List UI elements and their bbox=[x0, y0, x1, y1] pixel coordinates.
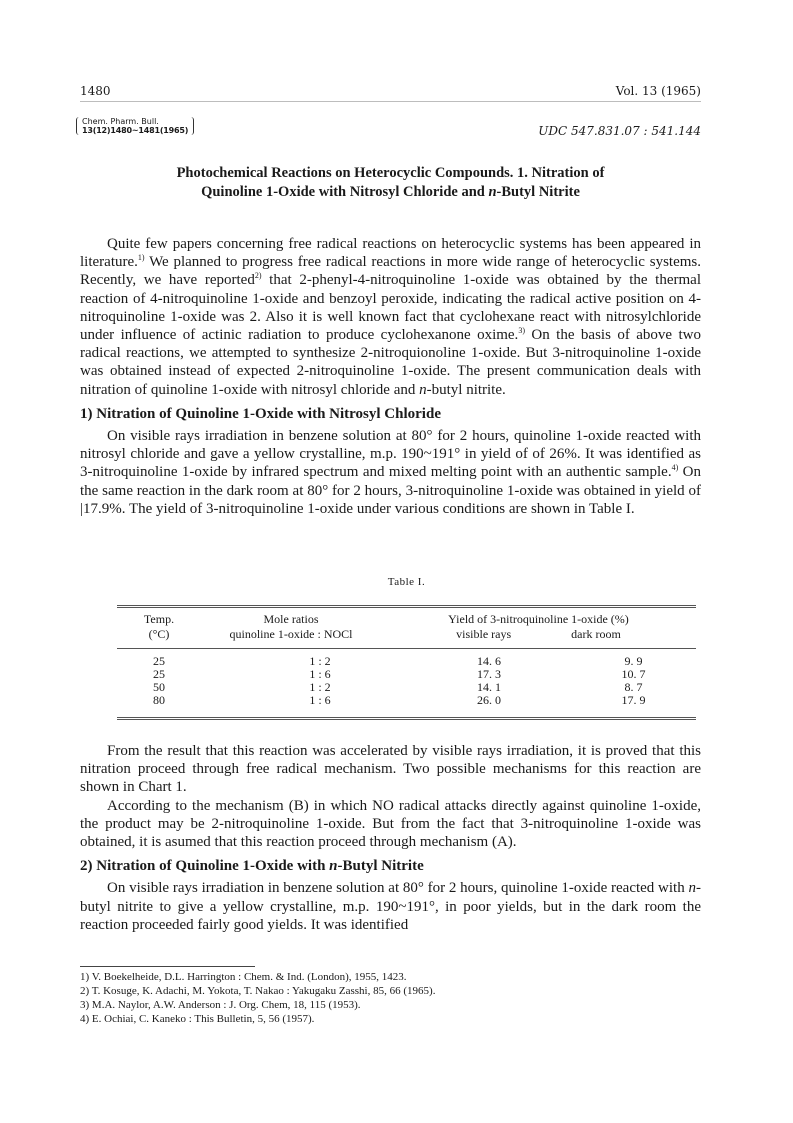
title-text: Quinoline 1-Oxide with Nitrosyl Chloride and bbox=[201, 184, 489, 200]
table-body bbox=[117, 649, 696, 717]
table-1 bbox=[117, 576, 696, 720]
section-1-text: On visible rays irradiation in benzene solution at 80° for 2 hours, quinoline 1-oxide reacted with nitrosyl chloride and gave a yellow crystalline, m.p. 190~191° in yield of of 26%. It was identified as 3-nitroquinoline 1-oxide by infrared spectrum and mixed melting point with an authentic sample. bbox=[80, 428, 701, 481]
cell-temp: 80 bbox=[153, 693, 165, 707]
footnote: 1) V. Boekelheide, D.L. Harrington : Chem. & Ind. (London), 1955, 1423. bbox=[80, 971, 407, 983]
cell-ratio: 1 : 6 bbox=[309, 667, 331, 681]
cell-ratio: 1 : 6 bbox=[309, 693, 331, 707]
body-upper bbox=[80, 235, 701, 518]
section-2-heading bbox=[80, 857, 701, 875]
header-rule bbox=[80, 101, 701, 102]
ref-marker: 3) bbox=[518, 326, 525, 336]
ref-marker: 4) bbox=[671, 463, 679, 473]
cell-dark: 10. 7 bbox=[621, 667, 646, 681]
section-2-paragraph bbox=[80, 879, 701, 934]
section-1-text: On the same reaction in the dark room at 80° for 2 hours, 3-nitroquinoline 1-oxide was obtained in yield of |17.9%. The yield of 3-nitroquinoline 1-oxide under various conditions are shown in Table I. bbox=[80, 464, 701, 517]
running-head bbox=[80, 84, 701, 100]
journal-citation bbox=[76, 117, 194, 135]
cell-temp: 25 bbox=[153, 667, 165, 681]
cell-ratio: 1 : 2 bbox=[309, 654, 331, 668]
table-caption: Table I. bbox=[387, 576, 426, 588]
section-1-paragraph bbox=[80, 427, 701, 518]
footnote: 2) T. Kosuge, K. Adachi, M. Yokota, T. Nakao : Yakugaku Zasshi, 85, 66 (1965). bbox=[80, 985, 436, 997]
paragraph: From the result that this reaction was accelerated by visible rays irradiation, it is proved that this nitration proceed through free radical mechanism. Two possible mechanisms for this reaction are shown in Chart 1. bbox=[80, 743, 701, 796]
heading-text: 2) Nitration of Quinoline 1-Oxide with bbox=[80, 858, 330, 875]
intro-text: Quite few papers concerning free radical reactions on heterocyclic systems has been appeared in literature. bbox=[80, 236, 701, 271]
section-2-text: -butyl nitrite to give a yellow crystalline, m.p. 190~191°, in poor yields, but in the dark room the reaction proceeded fairly good yields. It was identified bbox=[80, 880, 701, 933]
italic-n: n bbox=[688, 880, 696, 897]
body-lower bbox=[80, 742, 701, 934]
header-mole-sub: quinoline 1-oxide : NOCl bbox=[229, 627, 353, 641]
footnote: 3) M.A. Naylor, A.W. Anderson : J. Org. Chem, 18, 115 (1953). bbox=[80, 999, 361, 1011]
volume-info: Vol. 13 (1965) bbox=[615, 84, 701, 98]
table-bottom-rule bbox=[117, 717, 696, 720]
citation-journal: Chem. Pharm. Bull. bbox=[82, 117, 159, 126]
intro-paragraph bbox=[80, 235, 701, 399]
paragraph: According to the mechanism (B) in which NO radical attacks directly against quinoline 1-oxide, the product may be 2-nitroquinoline 1-oxide. But from the fact that 3-nitroquinoline 1-oxide was obtained, it is asumed that this reaction proceed through mechanism (A). bbox=[80, 797, 701, 851]
header-dark: dark room bbox=[571, 627, 621, 641]
citation-volume-pages: 13(12)1480~1481(1965) bbox=[82, 126, 189, 135]
footnotes bbox=[80, 970, 701, 1026]
cell-temp: 50 bbox=[153, 680, 165, 694]
header-temp-unit: (°C) bbox=[148, 627, 170, 641]
italic-n: n bbox=[419, 381, 427, 398]
intro-text: We planned to progress free radical reactions in more wide range of heterocyclic systems. Recently, we have reported bbox=[80, 254, 701, 289]
header-temp bbox=[117, 612, 201, 642]
header-yield bbox=[381, 612, 696, 642]
udc-code: UDC 547.831.07 : 541.144 bbox=[538, 124, 701, 138]
header-mole-label: Mole ratios bbox=[263, 612, 319, 626]
ref-marker: 2) bbox=[254, 271, 262, 281]
footnote-rule bbox=[80, 966, 255, 967]
cell-dark: 9. 9 bbox=[624, 654, 643, 668]
header-yield-sub bbox=[381, 627, 696, 642]
ref-marker: 1) bbox=[137, 253, 145, 263]
cell-visible: 26. 0 bbox=[477, 693, 501, 707]
intro-text: -butyl nitrite. bbox=[426, 381, 506, 398]
footnote: 4) E. Ochiai, C. Kaneko : This Bulletin, 5, 56 (1957). bbox=[80, 1013, 315, 1025]
table-header bbox=[117, 608, 696, 648]
cell-visible: 17. 3 bbox=[477, 667, 501, 681]
title-italic-n: n bbox=[488, 184, 497, 200]
section-2-text: On visible rays irradiation in benzene solution at 80° for 2 hours, quinoline 1-oxide reacted with bbox=[107, 880, 689, 897]
header-mole bbox=[201, 612, 381, 642]
italic-n: n bbox=[329, 858, 338, 875]
title-text: -Butyl Nitrite bbox=[496, 184, 580, 200]
cell-visible: 14. 6 bbox=[477, 654, 501, 668]
cell-temp: 25 bbox=[153, 654, 165, 668]
title-line-1: Photochemical Reactions on Heterocyclic Compounds. 1. Nitration of bbox=[176, 165, 605, 181]
page-number: 1480 bbox=[80, 84, 111, 98]
title-line-2 bbox=[80, 183, 701, 202]
header-temp-label: Temp. bbox=[143, 612, 175, 626]
heading-text: -Butyl Nitrite bbox=[337, 858, 424, 875]
cell-dark: 8. 7 bbox=[624, 680, 643, 694]
article-title bbox=[80, 164, 701, 202]
header-visible: visible rays bbox=[456, 627, 512, 641]
table-row bbox=[117, 668, 696, 681]
table-row bbox=[117, 694, 696, 707]
section-1-heading: 1) Nitration of Quinoline 1-Oxide with Nitrosyl Chloride bbox=[80, 405, 441, 422]
cell-ratio: 1 : 2 bbox=[309, 680, 331, 694]
table-row bbox=[117, 681, 696, 694]
intro-text: that 2-phenyl-4-nitroquinoline 1-oxide was obtained by the thermal reaction of 4-nitroquinoline 1-oxide and benzoyl peroxide, indicating the radical active position on 4-nitroquinoline 1-oxide was 2. Also it is well known fact that cyclohexane react with nitrosylchloride under influence of actinic radiation to produce cyclohexanone oxime. bbox=[80, 272, 701, 344]
table-row bbox=[117, 655, 696, 668]
cell-dark: 17. 9 bbox=[621, 693, 646, 707]
intro-text: On the basis of above two radical reactions, we attempted to synthesize 2-nitroquionoline 1-oxide. But 3-nitroquinoline 1-oxide was obtained instead of expected 2-nitroquinoline 1-oxide. The present communication deals with nitration of quinoline 1-oxide with nitrosyl chloride and bbox=[80, 327, 701, 398]
header-yield-label: Yield of 3-nitroquinoline 1-oxide (%) bbox=[448, 612, 629, 626]
cell-visible: 14. 1 bbox=[477, 680, 501, 694]
